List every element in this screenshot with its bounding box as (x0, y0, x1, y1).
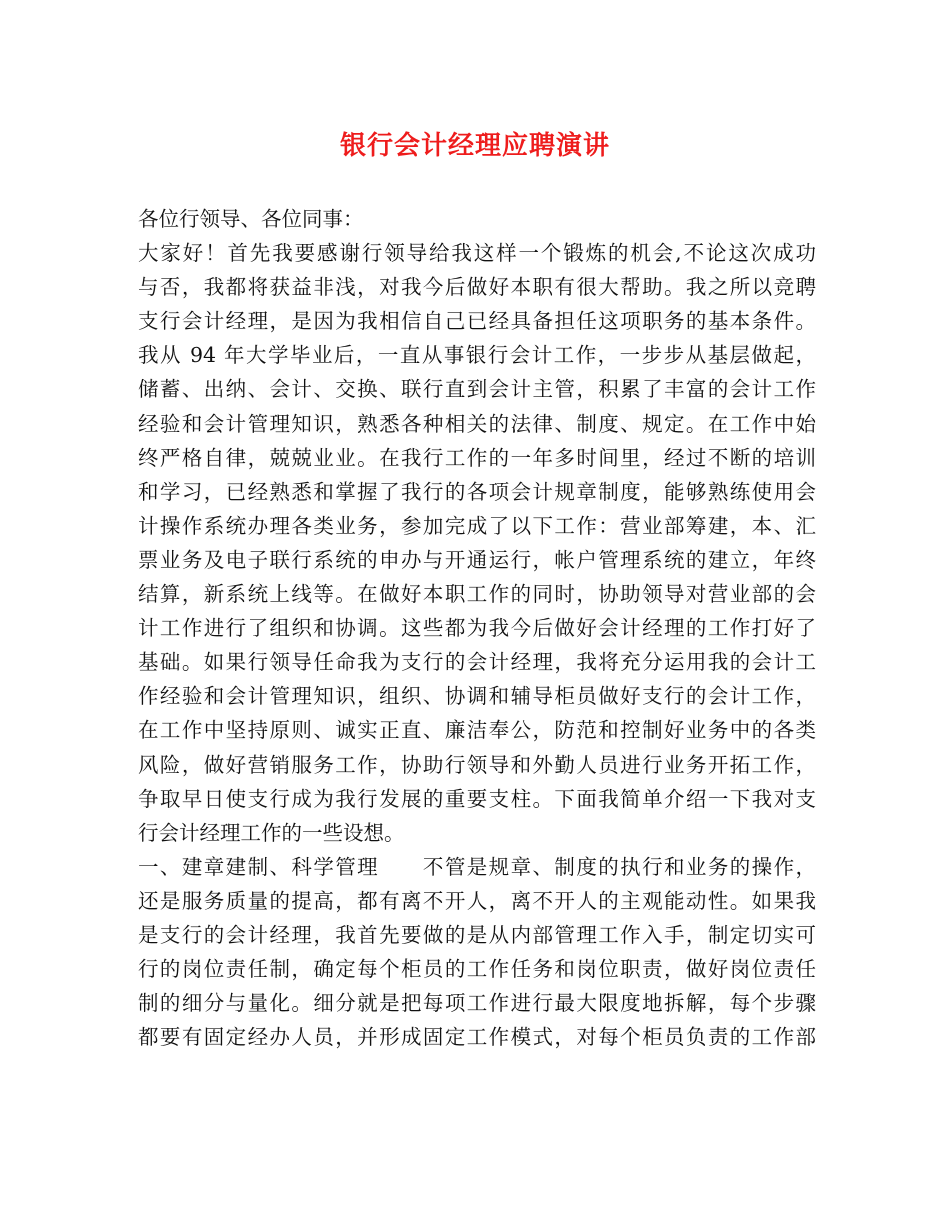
text-line: 行的岗位责任制，确定每个柜员的工作任务和岗位职责，做好岗位责任 (138, 957, 816, 982)
text-line: 经验和会计管理知识，熟悉各种相关的法律、制度、规定。在工作中始 (138, 411, 816, 436)
text-line: 终严格自律，兢兢业业。在我行工作的一年多时间里，经过不断的培训 (138, 445, 816, 470)
text-line: 各位行领导、各位同事： (138, 207, 364, 231)
text-line: 是支行的会计经理，我首先要做的是从内部管理工作入手，制定切实可 (138, 922, 816, 947)
text-line: 结算，新系统上线等。在做好本职工作的同时，协助领导对营业部的会 (138, 582, 816, 607)
text-line: 储蓄、出纳、会计、交换、联行直到会计主管，积累了丰富的会计工作 (138, 377, 816, 402)
text-line: 计工作进行了组织和协调。这些都为我今后做好会计经理的工作打好了 (138, 616, 816, 641)
document-title: 银行会计经理应聘演讲 (339, 131, 610, 161)
text-line: 行会计经理工作的一些设想。 (138, 820, 405, 845)
text-line: 与否，我都将获益非浅，对我今后做好本职有很大帮助。我之所以竞聘 (138, 275, 816, 300)
text-line: 基础。如果行领导任命我为支行的会计经理，我将充分运用我的会计工 (138, 650, 816, 675)
text-line: 在工作中坚持原则、诚实正直、廉洁奉公，防范和控制好业务中的各类 (138, 718, 816, 743)
text-line: 还是服务质量的提高，都有离不开人，离不开人的主观能动性。如果我 (138, 888, 816, 913)
text-line: 制的细分与量化。细分就是把每项工作进行最大限度地拆解，每个步骤 (138, 991, 816, 1016)
text-line: 争取早日使支行成为我行发展的重要支柱。下面我简单介绍一下我对支 (138, 786, 816, 811)
text-line: 大家好！首先我要感谢行领导给我这样一个锻炼的机会,不论这次成功 (138, 241, 816, 266)
text-line: 都要有固定经办人员，并形成固定工作模式，对每个柜员负责的工作部 (138, 1025, 816, 1050)
text-line: 我从 94 年大学毕业后，一直从事银行会计工作，一步步从基层做起， (138, 343, 816, 368)
text-line: 计操作系统办理各类业务，参加完成了以下工作：营业部筹建，本、汇 (138, 513, 816, 538)
text-line: 一、建章建制、科学管理 不管是规章、制度的执行和业务的操作， (138, 854, 816, 879)
text-line: 风险，做好营销服务工作，协助行领导和外勤人员进行业务开拓工作， (138, 752, 816, 777)
text-line: 支行会计经理，是因为我相信自己已经具备担任这项职务的基本条件。 (138, 309, 816, 334)
document-body (138, 202, 816, 1054)
text-line: 作经验和会计管理知识，组织、协调和辅导柜员做好支行的会计工作， (138, 684, 816, 709)
text-line: 票业务及电子联行系统的申办与开通运行，帐户管理系统的建立，年终 (138, 547, 816, 572)
text-line: 和学习，已经熟悉和掌握了我行的各项会计规章制度，能够熟练使用会 (138, 479, 816, 504)
